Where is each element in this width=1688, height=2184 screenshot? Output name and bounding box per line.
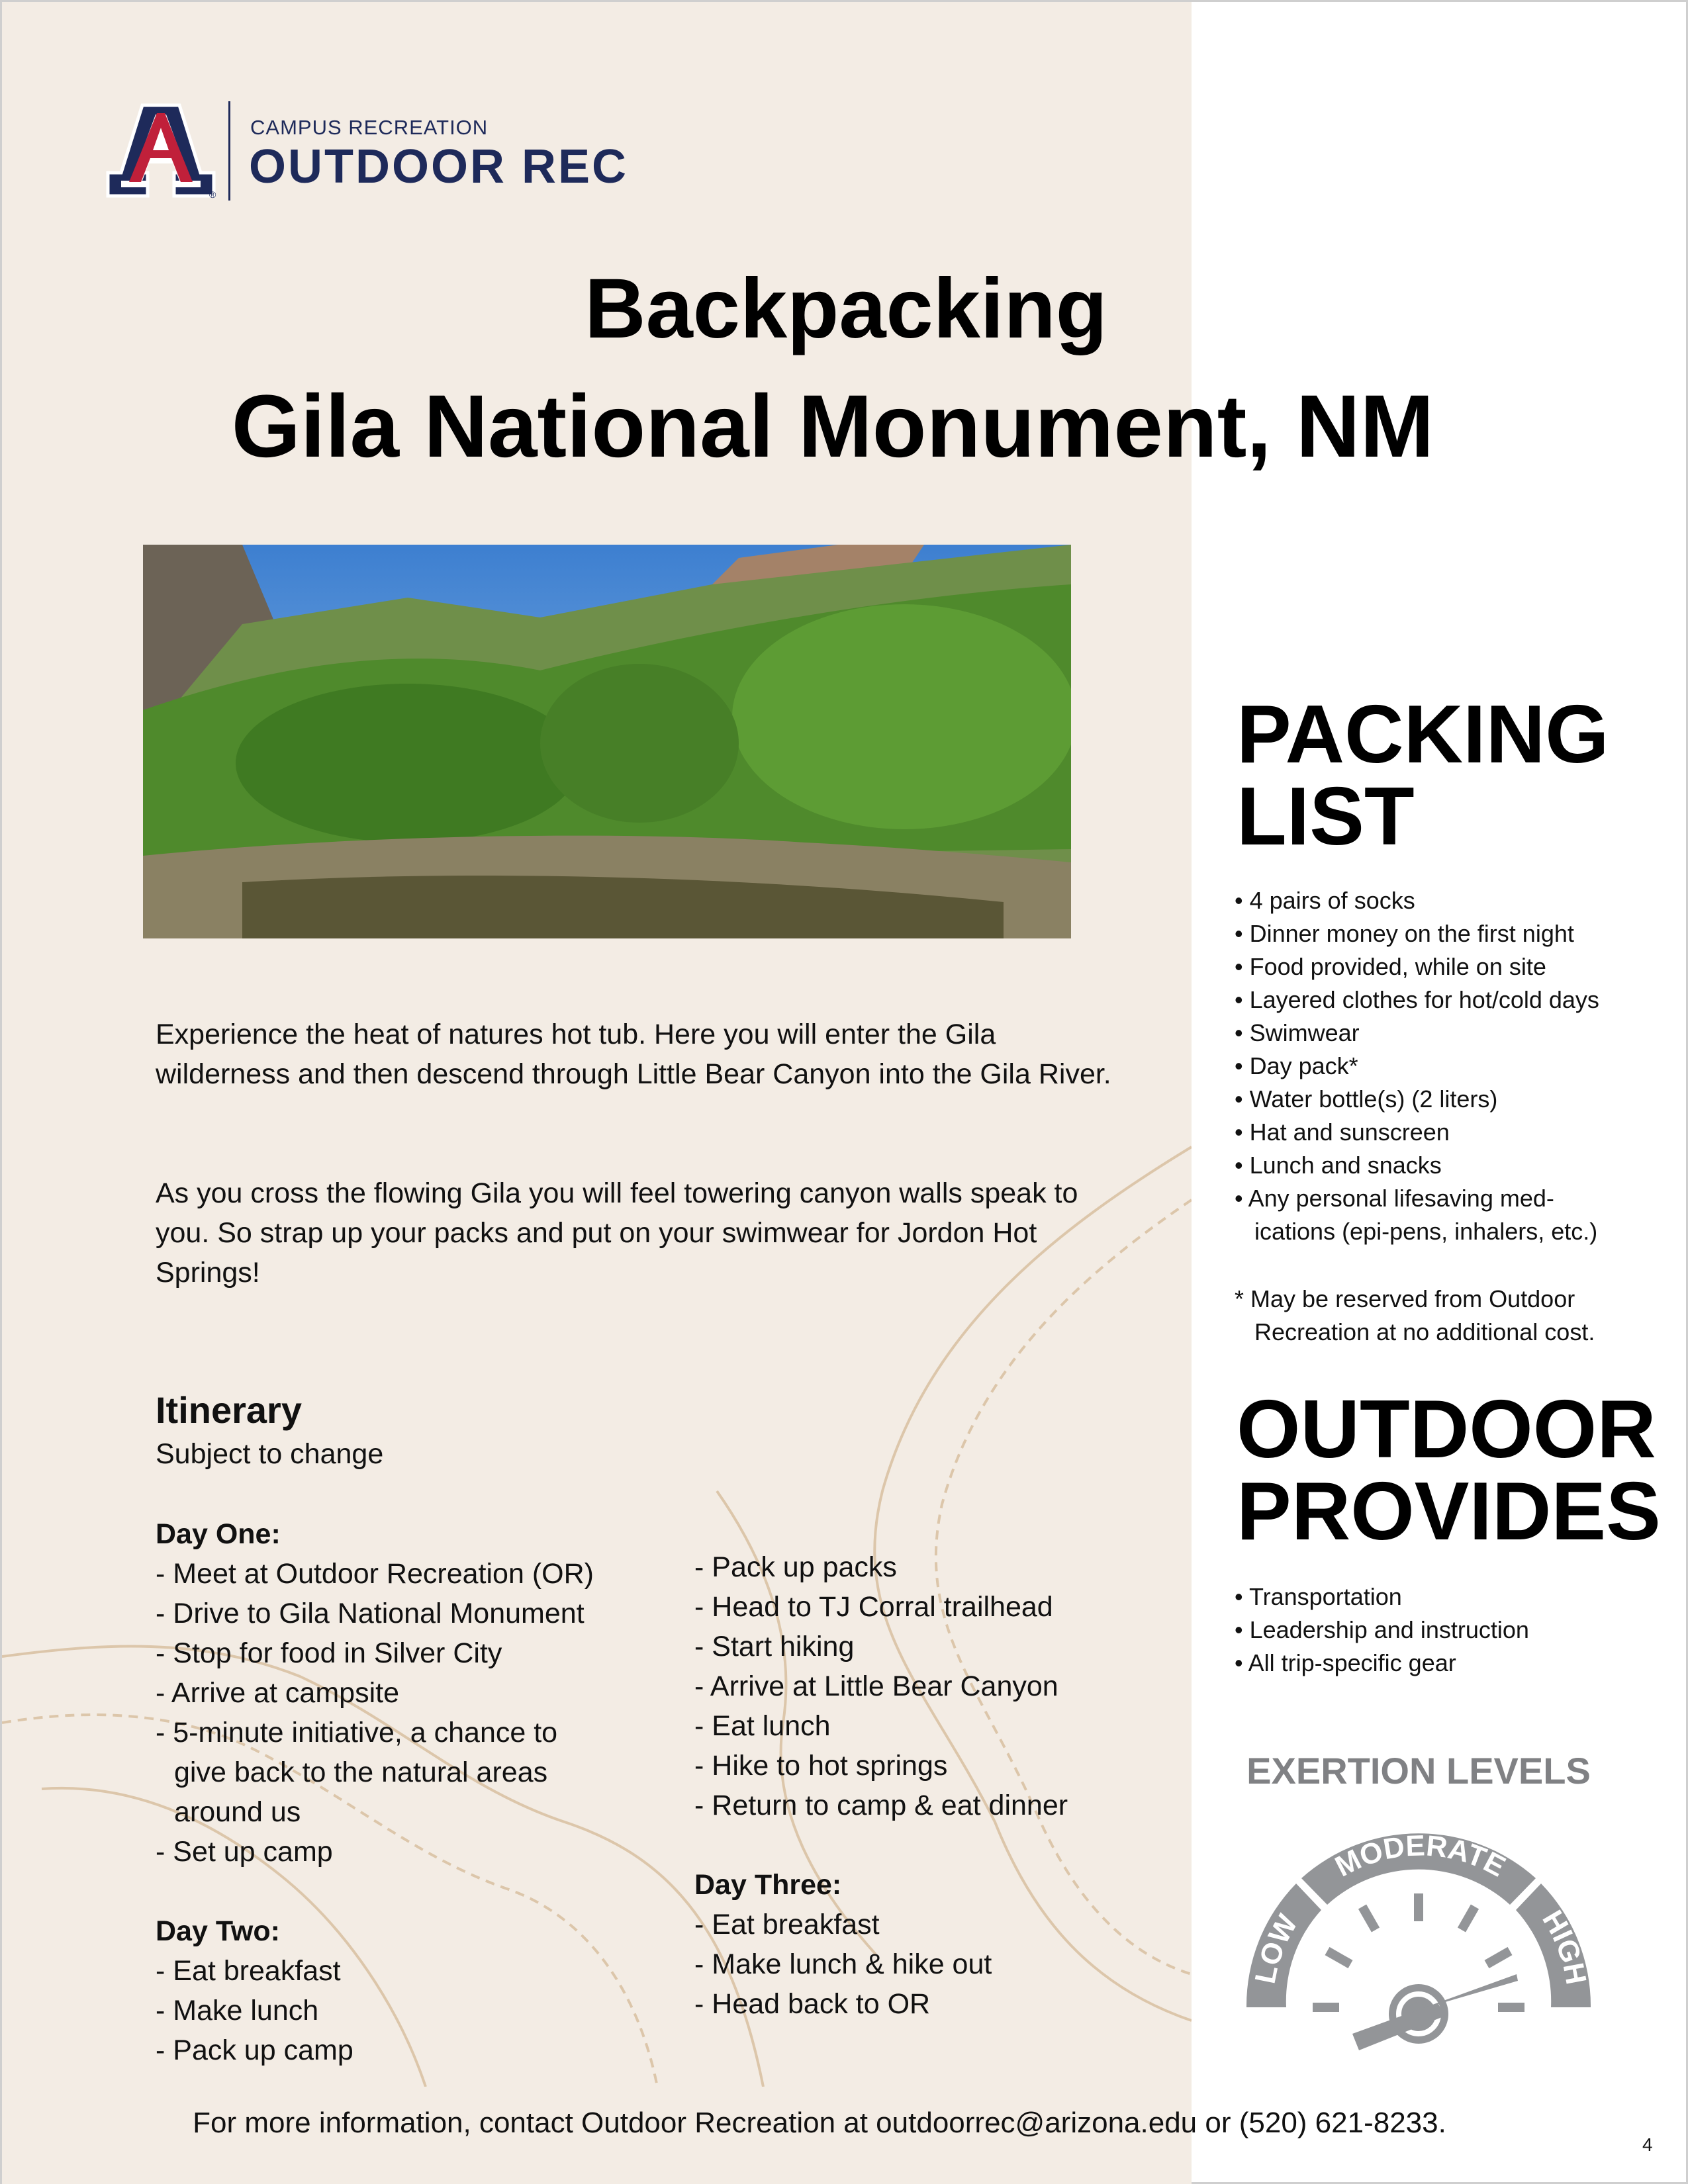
- list-item: - Set up camp: [156, 1836, 333, 1868]
- outdoor-provides-heading: [1237, 1384, 1661, 1557]
- gauge-label-high: HIGH: [1536, 1905, 1593, 1987]
- list-item: - Make lunch & hike out: [694, 1948, 992, 1980]
- list-item: • Layered clothes for hot/cold days: [1235, 986, 1599, 1013]
- svg-text:®: ®: [209, 189, 216, 199]
- list-item: • Food provided, while on site: [1235, 953, 1546, 980]
- list-item: • Leadership and instruction: [1235, 1616, 1529, 1643]
- list-item: • Dinner money on the first night: [1235, 920, 1574, 947]
- gauge-label-moderate: MODERATE: [1330, 1829, 1511, 1884]
- list-item: • 4 pairs of socks: [1235, 887, 1415, 914]
- list-item: - Start hiking: [694, 1631, 855, 1662]
- list-item: - Meet at Outdoor Recreation (OR): [156, 1558, 594, 1590]
- list-item: • Transportation: [1235, 1583, 1402, 1610]
- day-one-label: Day One:: [156, 1518, 281, 1550]
- intro-paragraph-2: As you cross the flowing Gila you will feel towering canyon walls speak to you. So strap up your packs and put on your swimwear for Jordon Hot Springs!: [156, 1177, 1078, 1289]
- list-item: - Make lunch: [156, 1995, 319, 2026]
- day-two-label: Day Two:: [156, 1915, 280, 1947]
- gauge-label-low: LOW: [1248, 1909, 1304, 1987]
- itinerary-heading: Itinerary: [156, 1389, 302, 1431]
- packing-heading-line-2: LIST: [1237, 771, 1415, 862]
- itinerary-column-2: [694, 1547, 1158, 2024]
- university-a-logo: [101, 100, 220, 199]
- list-item: - Arrive at Little Bear Canyon: [694, 1670, 1058, 1702]
- day-two-list-continued: [694, 1547, 1158, 1825]
- list-item: - Pack up packs: [694, 1551, 897, 1583]
- packing-list: [1235, 884, 1658, 1248]
- intro-paragraph-1: Experience the heat of natures hot tub. Here you will enter the Gila wilderness and then descend through Little Bear Canyon into the Gila River.: [156, 1019, 1111, 1090]
- list-item: - Stop for food in Silver City: [156, 1637, 502, 1669]
- page-number: 4: [1642, 2134, 1653, 2155]
- list-item: - Return to camp & eat dinner: [694, 1790, 1068, 1821]
- list-item: - Head back to OR: [694, 1988, 931, 2020]
- contact-footer: For more information, contact Outdoor Recreation at outdoorrec@arizona.edu or (520) 621-8233.: [193, 2107, 1446, 2139]
- itinerary-column-1: [156, 1514, 659, 2070]
- day-three-label: Day Three:: [694, 1869, 842, 1901]
- list-item: - 5-minute initiative, a chance to give back to the natural areas around us: [156, 1717, 558, 1828]
- packing-note: * May be reserved from Outdoor Recreation at no additional cost.: [1235, 1285, 1595, 1345]
- day-two-list: [156, 1951, 659, 2070]
- provides-heading-line-1: OUTDOOR: [1237, 1384, 1656, 1475]
- list-item: - Head to TJ Corral trailhead: [694, 1591, 1053, 1623]
- list-item: • Swimwear: [1235, 1019, 1360, 1046]
- packing-heading-line-1: PACKING: [1237, 689, 1609, 780]
- canyon-photo: [143, 545, 1071, 938]
- exertion-gauge: [1233, 1789, 1604, 2054]
- packing-list-heading: [1237, 689, 1609, 862]
- page-subtitle: Gila National Monument, NM: [231, 377, 1434, 476]
- logo-subtitle: CAMPUS RECREATION: [250, 116, 489, 139]
- logo-name: OUTDOOR REC: [249, 140, 628, 193]
- list-item: • Day pack*: [1235, 1052, 1358, 1079]
- list-item: • Hat and sunscreen: [1235, 1118, 1450, 1146]
- logo-divider: [228, 101, 230, 201]
- day-three-list: [694, 1905, 1158, 2024]
- day-one-list: [156, 1554, 659, 1872]
- list-item: - Hike to hot springs: [694, 1750, 948, 1782]
- list-item: • Lunch and snacks: [1235, 1152, 1442, 1179]
- list-item: - Arrive at campsite: [156, 1677, 399, 1709]
- itinerary-subheading: Subject to change: [156, 1438, 384, 1470]
- list-item: - Eat lunch: [694, 1710, 831, 1742]
- list-item: - Eat breakfast: [156, 1955, 341, 1987]
- exertion-levels-heading: EXERTION LEVELS: [1246, 1750, 1591, 1792]
- list-item: • Any personal lifesaving med-ications (epi-pens, inhalers, etc.): [1235, 1185, 1598, 1245]
- provides-heading-line-2: PROVIDES: [1237, 1466, 1661, 1557]
- provides-list: [1235, 1580, 1658, 1680]
- list-item: • Water bottle(s) (2 liters): [1235, 1085, 1498, 1113]
- list-item: - Drive to Gila National Monument: [156, 1598, 585, 1629]
- page-title: Backpacking: [585, 261, 1107, 356]
- list-item: • All trip-specific gear: [1235, 1649, 1456, 1676]
- gauge-needle: [1352, 1974, 1518, 2050]
- list-item: - Eat breakfast: [694, 1909, 880, 1940]
- list-item: - Pack up camp: [156, 2034, 353, 2066]
